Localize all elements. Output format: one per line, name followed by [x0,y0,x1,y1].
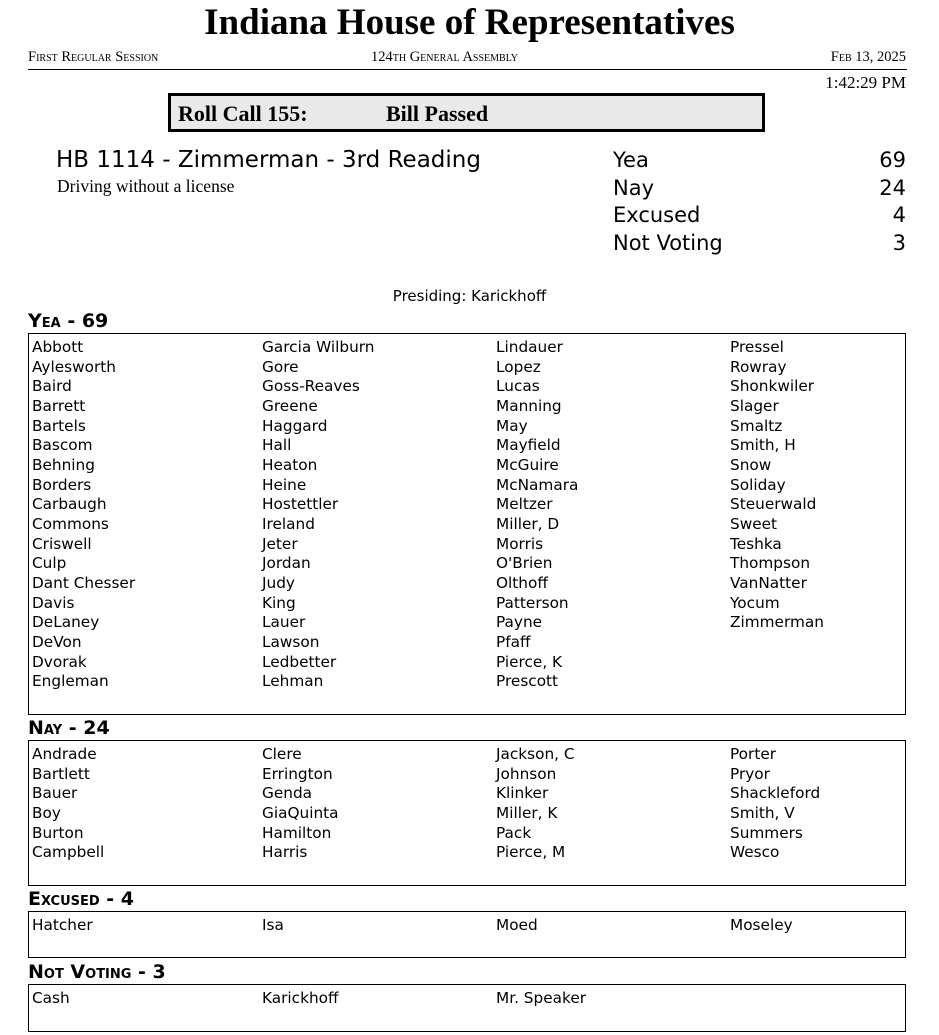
member-name: Pierce, M [496,843,566,862]
member-column [32,338,135,692]
member-name: Miller, K [496,803,558,822]
tally-value: 3 [892,231,906,255]
member-name: Pack [496,823,532,842]
member-name: Carbaugh [32,495,107,514]
member-column [262,338,375,692]
member-name: Zimmerman [730,613,824,632]
tally-label: Nay [613,176,655,200]
member-name: Isa [262,916,284,934]
member-name: Hostettler [262,495,339,514]
nay-list [28,740,906,886]
member-name: O'Brien [496,554,553,573]
time-label: 1:42:29 PM [825,73,906,92]
member-name: Meltzer [496,495,553,514]
member-name: Judy [262,573,295,592]
member-name: Hatcher [32,916,93,934]
member-name: Lindauer [496,338,563,356]
bill-subject: Driving without a license [57,176,235,196]
member-name: Genda [262,784,313,803]
member-name: Pressel [730,338,784,356]
member-name: Lehman [262,672,324,691]
member-name: Engleman [32,672,109,691]
session-label: First Regular Session [28,49,159,65]
member-column [496,989,586,1009]
member-name: GiaQuinta [262,803,339,822]
member-name: VanNatter [730,573,807,592]
nay-heading: Nay - 24 [28,717,110,739]
member-name: Clere [262,745,302,763]
member-name: Aylesworth [32,357,116,376]
member-name: Behning [32,455,95,474]
member-name: Johnson [496,764,557,783]
member-name: Soliday [730,475,786,494]
document-title: Indiana House of Representatives [204,2,735,43]
member-name: Greene [262,396,318,415]
member-name: Baird [32,377,72,396]
member-name: Morris [496,534,544,553]
member-name: Rowray [730,357,787,376]
member-column [730,338,824,633]
member-name: Patterson [496,593,569,612]
member-name: McGuire [496,455,559,474]
member-column [32,989,70,1009]
member-name: Jackson, C [496,745,575,763]
member-column [496,916,538,936]
header-divider [28,69,907,70]
member-name: Sweet [730,514,778,533]
member-name: Borders [32,475,92,494]
yea-list [28,333,906,715]
member-name: DeLaney [32,613,100,632]
member-name: Campbell [32,843,105,862]
bill-title: HB 1114 - Zimmerman - 3rd Reading [56,147,481,173]
member-name: Lopez [496,357,541,376]
member-name: Prescott [496,672,559,691]
member-name: Manning [496,396,562,415]
excused-list [28,911,906,958]
member-name: Teshka [730,534,782,553]
member-name: Boy [32,803,61,822]
member-name: Slager [730,396,779,415]
roll-call-box [168,93,765,132]
member-name: Miller, D [496,514,560,533]
member-name: Harris [262,843,308,862]
member-name: Thompson [730,554,811,573]
member-column [496,745,575,863]
member-column [496,338,578,692]
member-name: Bartlett [32,764,90,783]
member-name: Abbott [32,338,84,356]
tally-value: 69 [879,148,906,172]
member-name: Andrade [32,745,97,763]
member-name: DeVon [32,632,82,651]
member-column [730,745,820,863]
roll-call-status: Bill Passed [386,101,489,126]
member-name: Steuerwald [730,495,817,514]
member-name: Ireland [262,514,315,533]
date-label: Feb 13, 2025 [830,49,906,65]
member-name: Payne [496,613,543,632]
member-column [32,916,93,936]
member-column [262,916,284,936]
member-name: Criswell [32,534,92,553]
roll-call-number: Roll Call 155: [178,101,308,126]
tally-label: Not Voting [613,231,723,255]
member-name: McNamara [496,475,579,494]
member-name: Bascom [32,436,93,455]
member-name: Bartels [32,416,86,435]
member-name: Burton [32,823,84,842]
not-voting-list [28,984,906,1032]
member-name: Lucas [496,377,540,396]
member-name: May [496,416,528,435]
member-column [262,989,339,1009]
member-name: Jordan [262,554,311,573]
member-name: Klinker [496,784,549,803]
member-column [730,916,793,936]
member-name: Jeter [262,534,298,553]
member-name: Hamilton [262,823,332,842]
member-name: Cash [32,989,70,1007]
member-name: Pfaff [496,632,531,651]
member-name: Lawson [262,632,320,651]
member-name: Gore [262,357,299,376]
member-name: Snow [730,455,772,474]
not-voting-heading: Not Voting - 3 [28,961,166,983]
member-name: King [262,593,296,612]
member-name: Dvorak [32,652,87,671]
member-name: Heine [262,475,307,494]
tally-value: 4 [892,203,906,227]
tally-label: Yea [613,148,649,172]
member-name: Lauer [262,613,306,632]
member-name: Mayfield [496,436,561,455]
tally-value: 24 [879,176,906,200]
member-name: Smith, V [730,803,795,822]
member-name: Haggard [262,416,328,435]
member-name: Yocum [730,593,780,612]
member-name: Smith, H [730,436,796,455]
tally-label: Excused [613,203,701,227]
member-name: Pierce, K [496,652,563,671]
member-name: Bauer [32,784,78,803]
member-name: Dant Chesser [32,573,136,592]
member-name: Olthoff [496,573,548,592]
member-name: Garcia Wilburn [262,338,375,356]
member-name: Smaltz [730,416,783,435]
member-name: Pryor [730,764,770,783]
member-name: Karickhoff [262,989,339,1007]
assembly-label: 124th General Assembly [371,49,519,65]
yea-heading: Yea - 69 [28,310,109,332]
member-name: Commons [32,514,109,533]
member-name: Errington [262,764,333,783]
member-name: Mr. Speaker [496,989,587,1007]
member-name: Goss-Reaves [262,377,360,396]
member-column [32,745,104,863]
member-name: Summers [730,823,803,842]
member-name: Moed [496,916,538,934]
member-name: Moseley [730,916,793,934]
member-name: Porter [730,745,777,763]
excused-heading: Excused - 4 [28,888,135,910]
member-name: Wesco [730,843,780,862]
member-name: Shackleford [730,784,821,803]
member-column [262,745,339,863]
member-name: Culp [32,554,67,573]
member-name: Barrett [32,396,86,415]
member-name: Davis [32,593,75,612]
presiding-label: Presiding: Karickhoff [392,287,547,305]
member-name: Hall [262,436,292,455]
member-name: Heaton [262,455,318,474]
member-name: Ledbetter [262,652,337,671]
member-name: Shonkwiler [730,377,815,396]
